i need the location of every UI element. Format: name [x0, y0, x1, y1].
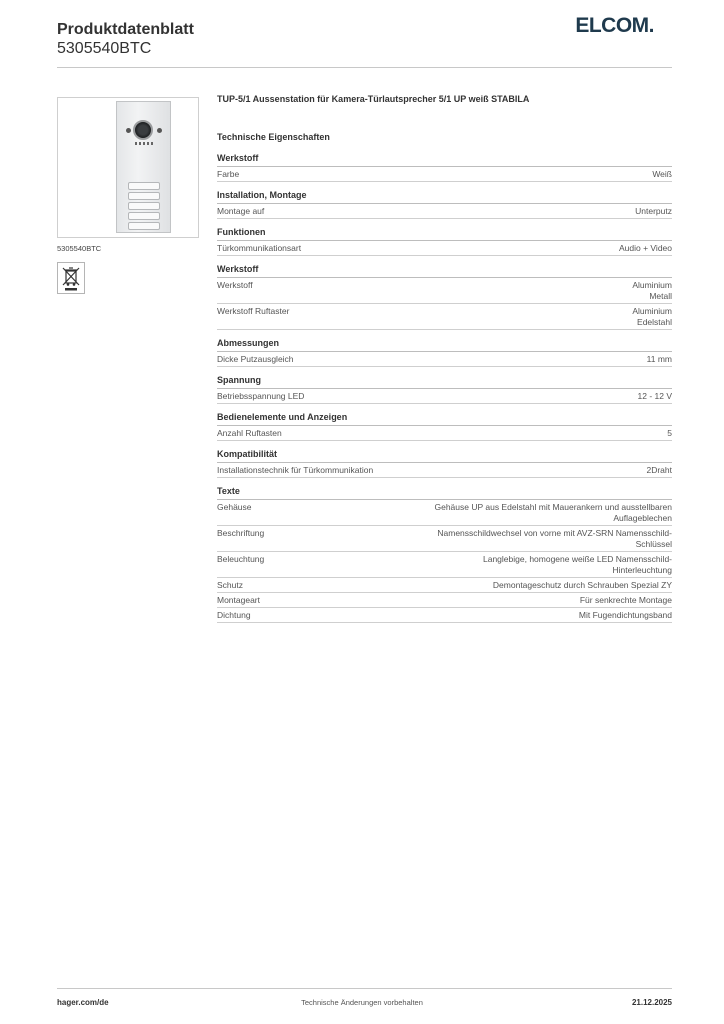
- section-title: Bedienelemente und Anzeigen: [217, 412, 672, 426]
- spec-value-line: 2Draht: [646, 464, 672, 475]
- call-button-icon: [128, 192, 160, 200]
- led-left-icon: [126, 128, 131, 133]
- section-title: Kompatibilität: [217, 449, 672, 463]
- spec-section: [217, 412, 672, 441]
- spec-value-line: Demontageschutz durch Schrauben Spezial ZY: [492, 579, 672, 590]
- spec-value-line: Gehäuse UP aus Edelstahl mit Mauerankern und ausstellbaren: [434, 501, 672, 512]
- spec-value: [638, 391, 673, 402]
- spec-value-line: Hinterleuchtung: [612, 564, 672, 575]
- spec-value-line: Auflageblechen: [613, 512, 672, 523]
- page-title: Produktdatenblatt: [57, 21, 194, 38]
- spec-label: Beschriftung: [217, 527, 265, 538]
- footer-notice: Technische Änderungen vorbehalten: [301, 998, 423, 1007]
- spec-value-line: Mit Fugendichtungsband: [578, 609, 672, 620]
- led-right-icon: [157, 128, 162, 133]
- speaker-grille-icon: [135, 142, 153, 145]
- spec-section: [217, 486, 672, 623]
- spec-value-line: Langlebige, homogene weiße LED Namensschild-: [483, 553, 672, 564]
- call-button-icon: [128, 202, 160, 210]
- spec-row: [217, 241, 672, 256]
- spec-section: [217, 227, 672, 256]
- spec-row: [217, 526, 672, 552]
- product-image: [57, 97, 199, 238]
- spec-row: [217, 426, 672, 441]
- spec-row: [217, 167, 672, 182]
- call-button-icon: [128, 222, 160, 230]
- spec-label: Türkommunikationsart: [217, 242, 302, 253]
- spec-row: [217, 552, 672, 578]
- spec-label: Dichtung: [217, 609, 251, 620]
- spec-value-line: Weiß: [652, 168, 672, 179]
- door-station-panel: [116, 101, 171, 233]
- section-title: Abmessungen: [217, 338, 672, 352]
- spec-label: Beleuchtung: [217, 553, 265, 564]
- spec-value: [667, 428, 672, 439]
- spec-row: [217, 463, 672, 478]
- spec-value-line: Edelstahl: [637, 316, 672, 327]
- section-title: Funktionen: [217, 227, 672, 241]
- section-title: Installation, Montage: [217, 190, 672, 204]
- call-button-icon: [128, 182, 160, 190]
- spec-row: [217, 500, 672, 526]
- spec-value: [635, 206, 672, 217]
- crossed-out-bin-icon: [57, 262, 85, 294]
- spec-section: [217, 153, 672, 182]
- spec-row: [217, 304, 672, 330]
- spec-label: Schutz: [217, 579, 243, 590]
- spec-heading: Technische Eigenschaften: [217, 132, 330, 142]
- spec-value-line: Audio + Video: [618, 242, 672, 253]
- spec-section: [217, 338, 672, 367]
- spec-value-line: Aluminium: [632, 305, 672, 316]
- spec-label: Betriebsspannung LED: [217, 390, 305, 401]
- spec-value-line: 12 - 12 V: [637, 390, 672, 401]
- footer-divider: [57, 988, 672, 989]
- spec-value-line: Namensschildwechsel von vorne mit AVZ-SRN Namensschild-: [437, 527, 672, 538]
- spec-section: [217, 264, 672, 330]
- spec-value: [434, 502, 672, 524]
- section-title: Spannung: [217, 375, 672, 389]
- spec-value: [493, 580, 672, 591]
- spec-label: Dicke Putzausgleich: [217, 353, 294, 364]
- spec-value-line: Aluminium: [632, 279, 672, 290]
- section-title: Werkstoff: [217, 153, 672, 167]
- camera-icon: [133, 120, 153, 140]
- spec-label: Montageart: [217, 594, 260, 605]
- call-button-icon: [128, 212, 160, 220]
- spec-content: [217, 92, 672, 623]
- spec-value: [579, 610, 672, 621]
- footer-date: 21.12.2025: [631, 998, 672, 1007]
- spec-row: [217, 389, 672, 404]
- spec-value-line: 11 mm: [646, 353, 672, 364]
- article-number: 5305540BTC: [57, 40, 152, 57]
- brand-logo: ELCOM.: [575, 14, 654, 37]
- spec-label: Anzahl Ruftasten: [217, 427, 282, 438]
- spec-value: [647, 354, 672, 365]
- image-caption: 5305540BTC: [57, 244, 102, 253]
- spec-row: [217, 204, 672, 219]
- spec-value: [483, 554, 672, 576]
- spec-label: Farbe: [217, 168, 240, 179]
- spec-label: Installationstechnik für Türkommunikation: [217, 464, 374, 475]
- footer-website: hager.com/de: [57, 998, 109, 1007]
- spec-sections: [217, 153, 672, 623]
- spec-value-line: Für senkrechte Montage: [579, 594, 672, 605]
- section-title: Werkstoff: [217, 264, 672, 278]
- spec-value-line: 5: [667, 427, 672, 438]
- spec-value: [619, 243, 672, 254]
- spec-label: Werkstoff Ruftaster: [217, 305, 290, 316]
- spec-section: [217, 375, 672, 404]
- section-title: Texte: [217, 486, 672, 500]
- spec-label: Werkstoff: [217, 279, 253, 290]
- header-divider: [57, 67, 672, 68]
- spec-section: [217, 190, 672, 219]
- spec-value: [580, 595, 672, 606]
- spec-value-line: Schlüssel: [635, 538, 672, 549]
- spec-row: [217, 578, 672, 593]
- spec-section: [217, 449, 672, 478]
- spec-value: [646, 465, 672, 476]
- spec-label: Montage auf: [217, 205, 265, 216]
- spec-value: [437, 528, 672, 550]
- spec-row: [217, 352, 672, 367]
- spec-value-line: Unterputz: [635, 205, 672, 216]
- spec-value: [632, 306, 672, 328]
- spec-row: [217, 593, 672, 608]
- spec-value-line: Metall: [649, 290, 672, 301]
- spec-row: [217, 608, 672, 623]
- spec-value: [652, 169, 672, 180]
- product-title: TUP-5/1 Aussenstation für Kamera-Türlautsprecher 5/1 UP weiß STABILA: [217, 94, 530, 104]
- spec-row: [217, 278, 672, 304]
- spec-value: [632, 280, 672, 302]
- spec-label: Gehäuse: [217, 501, 252, 512]
